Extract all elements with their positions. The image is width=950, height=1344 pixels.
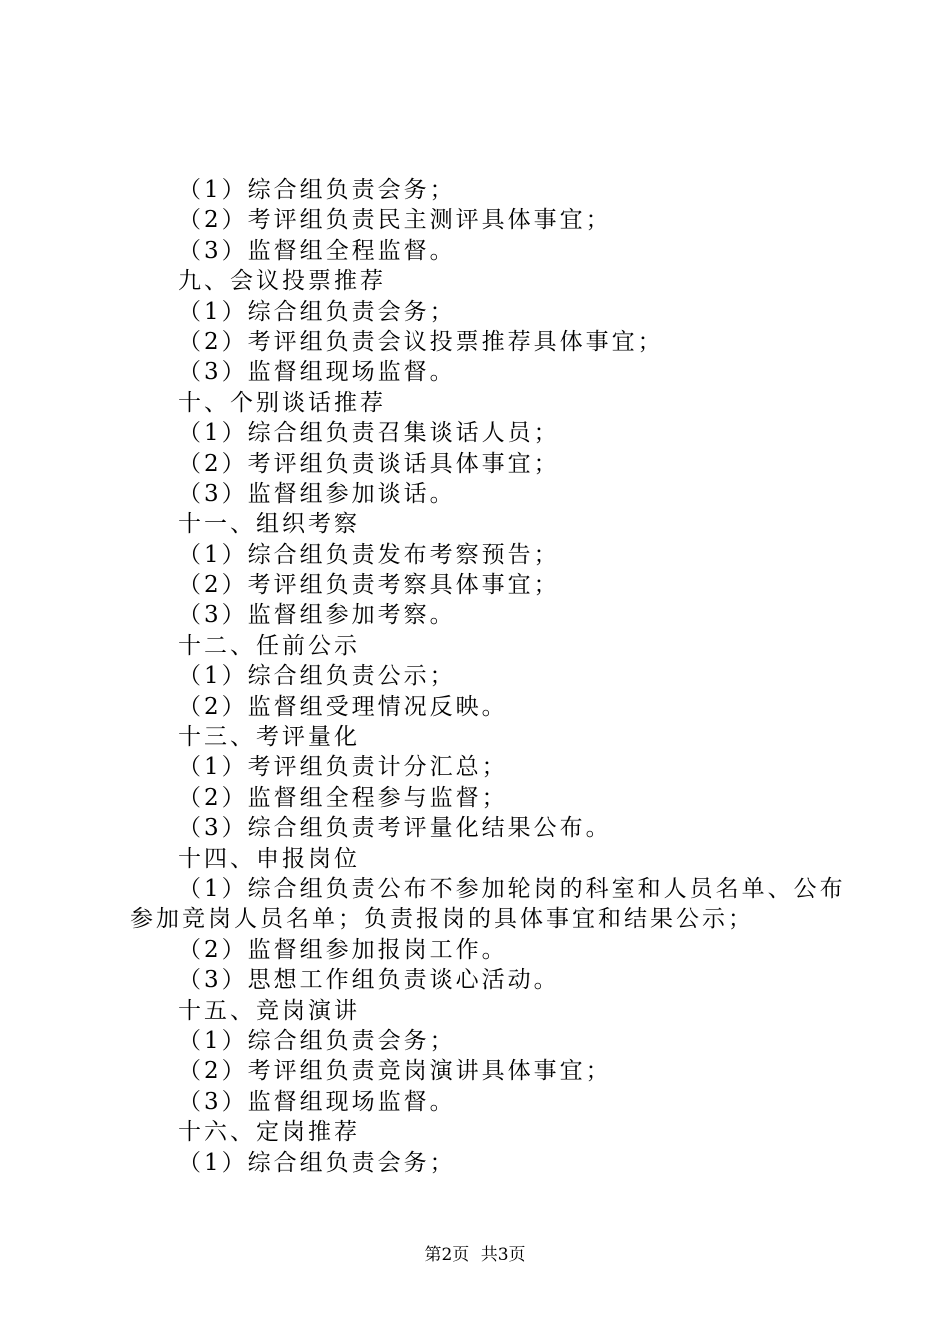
paragraph: （1）综合组负责公布不参加轮岗的科室和人员名单、公布参加竞岗人员名单；负责报岗的具体事宜和结果公示； bbox=[130, 875, 846, 933]
text-line: （2）考评组负责谈话具体事宜； bbox=[178, 450, 560, 477]
text-line: （1）综合组负责会务； bbox=[178, 1027, 456, 1054]
section-heading: 十四、申报岗位 bbox=[178, 845, 360, 872]
text-line: （2）监督组受理情况反映。 bbox=[178, 693, 508, 720]
section-heading: 十六、定岗推荐 bbox=[178, 1119, 360, 1146]
section-heading: 十二、任前公示 bbox=[178, 632, 360, 659]
section-heading: 十五、竞岗演讲 bbox=[178, 997, 360, 1024]
page-number-footer: 第2页 共3页 bbox=[424, 1245, 526, 1265]
text-line: （1）综合组负责召集谈话人员； bbox=[178, 420, 560, 447]
section-heading: 十三、考评量化 bbox=[178, 724, 360, 751]
text-line: （2）考评组负责会议投票推荐具体事宜； bbox=[178, 328, 664, 355]
text-line: （1）综合组负责会务； bbox=[178, 1149, 456, 1176]
text-line: （3）思想工作组负责谈心活动。 bbox=[178, 967, 560, 994]
text-line: （2）考评组负责民主测评具体事宜； bbox=[178, 207, 612, 234]
text-line: （1）综合组负责发布考察预告； bbox=[178, 541, 560, 568]
text-line: （3）监督组参加考察。 bbox=[178, 602, 456, 629]
section-heading: 九、会议投票推荐 bbox=[178, 268, 386, 295]
text-line: （3）综合组负责考评量化结果公布。 bbox=[178, 815, 612, 842]
document-body bbox=[130, 175, 850, 1178]
text-line: （2）考评组负责考察具体事宜； bbox=[178, 572, 560, 599]
text-line: （3）监督组现场监督。 bbox=[178, 1088, 456, 1115]
text-line: （3）监督组参加谈话。 bbox=[178, 480, 456, 507]
text-line: （1）综合组负责会务； bbox=[178, 298, 456, 325]
text-line: （2）监督组参加报岗工作。 bbox=[178, 936, 508, 963]
text-line: （2）考评组负责竞岗演讲具体事宜； bbox=[178, 1058, 612, 1085]
text-line: （3）监督组现场监督。 bbox=[178, 359, 456, 386]
section-heading: 十、个别谈话推荐 bbox=[178, 389, 386, 416]
text-line: （2）监督组全程参与监督； bbox=[178, 784, 508, 811]
text-line: （1）综合组负责公示； bbox=[178, 663, 456, 690]
text-line: （1）考评组负责计分汇总； bbox=[178, 754, 508, 781]
text-line: （3）监督组全程监督。 bbox=[178, 237, 456, 264]
section-heading: 十一、组织考察 bbox=[178, 511, 360, 538]
text-line: （1）综合组负责会务； bbox=[178, 177, 456, 203]
